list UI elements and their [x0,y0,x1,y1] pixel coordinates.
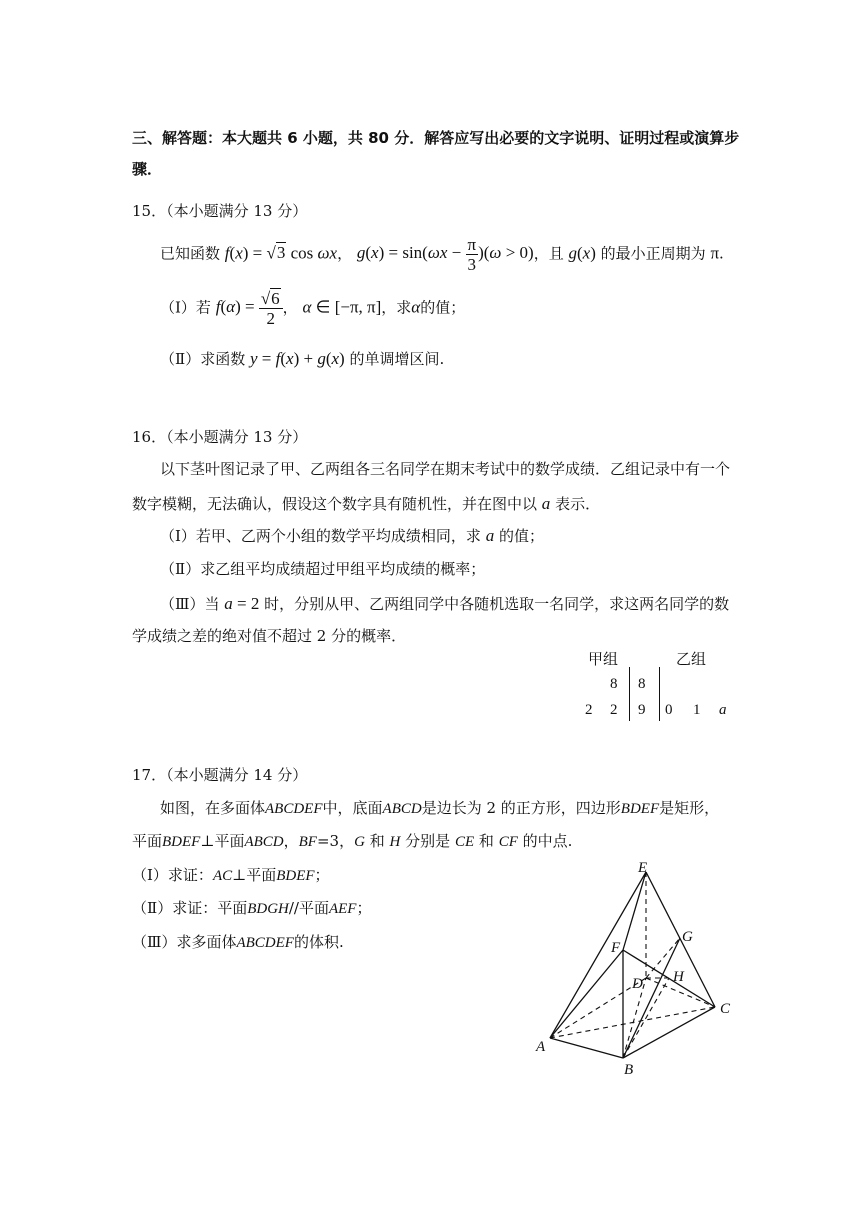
q17-part1: （Ⅰ）求证：AC⊥平面BDEF； [132,866,330,884]
section-heading-line2: 骤． [132,160,163,178]
q15-header: 15．（本小题满分 13 分） [132,202,308,220]
q16-part3: （Ⅲ）当 a = 2 时，分别从甲、乙两组同学中各随机选取一名同学，求这两名同学的数 [160,594,730,613]
q15-part1: （Ⅰ）若 f(α) = $\frac{√6}{2}$ ， α ∈ [−π, π]，求α的值； [160,289,466,328]
q16-header: 16．（本小题满分 13 分） [132,428,308,446]
edge-FA [550,950,623,1038]
stem-leaf-stem: 9 [638,702,646,718]
label-B: B [624,1062,634,1078]
label-E: E [638,860,648,876]
edge-BC [623,1007,715,1058]
q17-intro-line2: 平面BDEF⊥平面ABCD，BF=3，G 和 H 分别是 CE 和 CF 的中点. [132,832,573,850]
section-heading-line1: 三、解答题：本大题共 6 小题，共 80 分．解答应写出必要的文字说明、证明过程或演算步 [132,129,740,147]
q16-part3-cont: 学成绩之差的绝对值不超过 2 分的概率． [132,627,407,645]
label-C: C [720,1001,731,1017]
stem-leaf-right-divider [659,667,660,721]
stem-leaf-leaf: 8 [610,676,618,692]
stem-leaf-left-divider [629,667,630,721]
stem-leaf-leaf: 1 [693,702,701,718]
q16-intro-line1: 以下茎叶图记录了甲、乙两组各三名同学在期末考试中的数学成绩．乙组记录中有一个 [160,460,731,478]
stem-leaf-leaf: 0 [665,702,673,718]
segment-BH [623,978,669,1058]
stem-leaf-leaf: 2 [610,702,618,718]
polyhedron-figure [520,850,750,1090]
label-G: G [682,929,693,945]
label-A: A [536,1039,546,1055]
label-F: F [611,940,621,956]
edge-FE [623,872,646,950]
stem-leaf-stem: 8 [638,676,646,692]
stem-leaf-right-label: 乙组 [676,650,707,668]
q17-intro-line1: 如图，在多面体ABCDEF中，底面ABCD是边长为 2 的正方形，四边形BDEF是矩形， [160,799,720,817]
stem-leaf-leaf: 2 [585,702,593,718]
stem-leaf-leaf: a [719,702,727,718]
q16-part2: （Ⅱ）求乙组平均成绩超过甲组平均成绩的概率； [160,560,486,578]
stem-leaf-left-label: 甲组 [588,650,619,668]
edge-AB [550,1038,623,1058]
q16-part1: （Ⅰ）若甲、乙两个小组的数学平均成绩相同，求 a 的值； [160,526,545,545]
q15-intro: 已知函数 f(x) = √3 cos ωx， g(x) = sin(ωx − $\frac{\pi}{3}$ )(ω > 0)，且 g(x) 的最小正周期为 π. [160,235,724,274]
label-H: H [673,969,684,985]
q16-intro-line2: 数字模糊，无法确认，假设这个数字具有随机性，并在图中以 a 表示． [132,494,601,513]
q15-part2: （Ⅱ）求函数 y = f(x) + g(x) 的单调增区间. [160,349,445,368]
q17-part3: （Ⅲ）求多面体ABCDEF的体积. [132,933,344,951]
label-D: D [632,976,643,992]
q17-header: 17．（本小题满分 14 分） [132,766,308,784]
q17-part2: （Ⅱ）求证：平面BDGH//平面AEF； [132,899,372,917]
